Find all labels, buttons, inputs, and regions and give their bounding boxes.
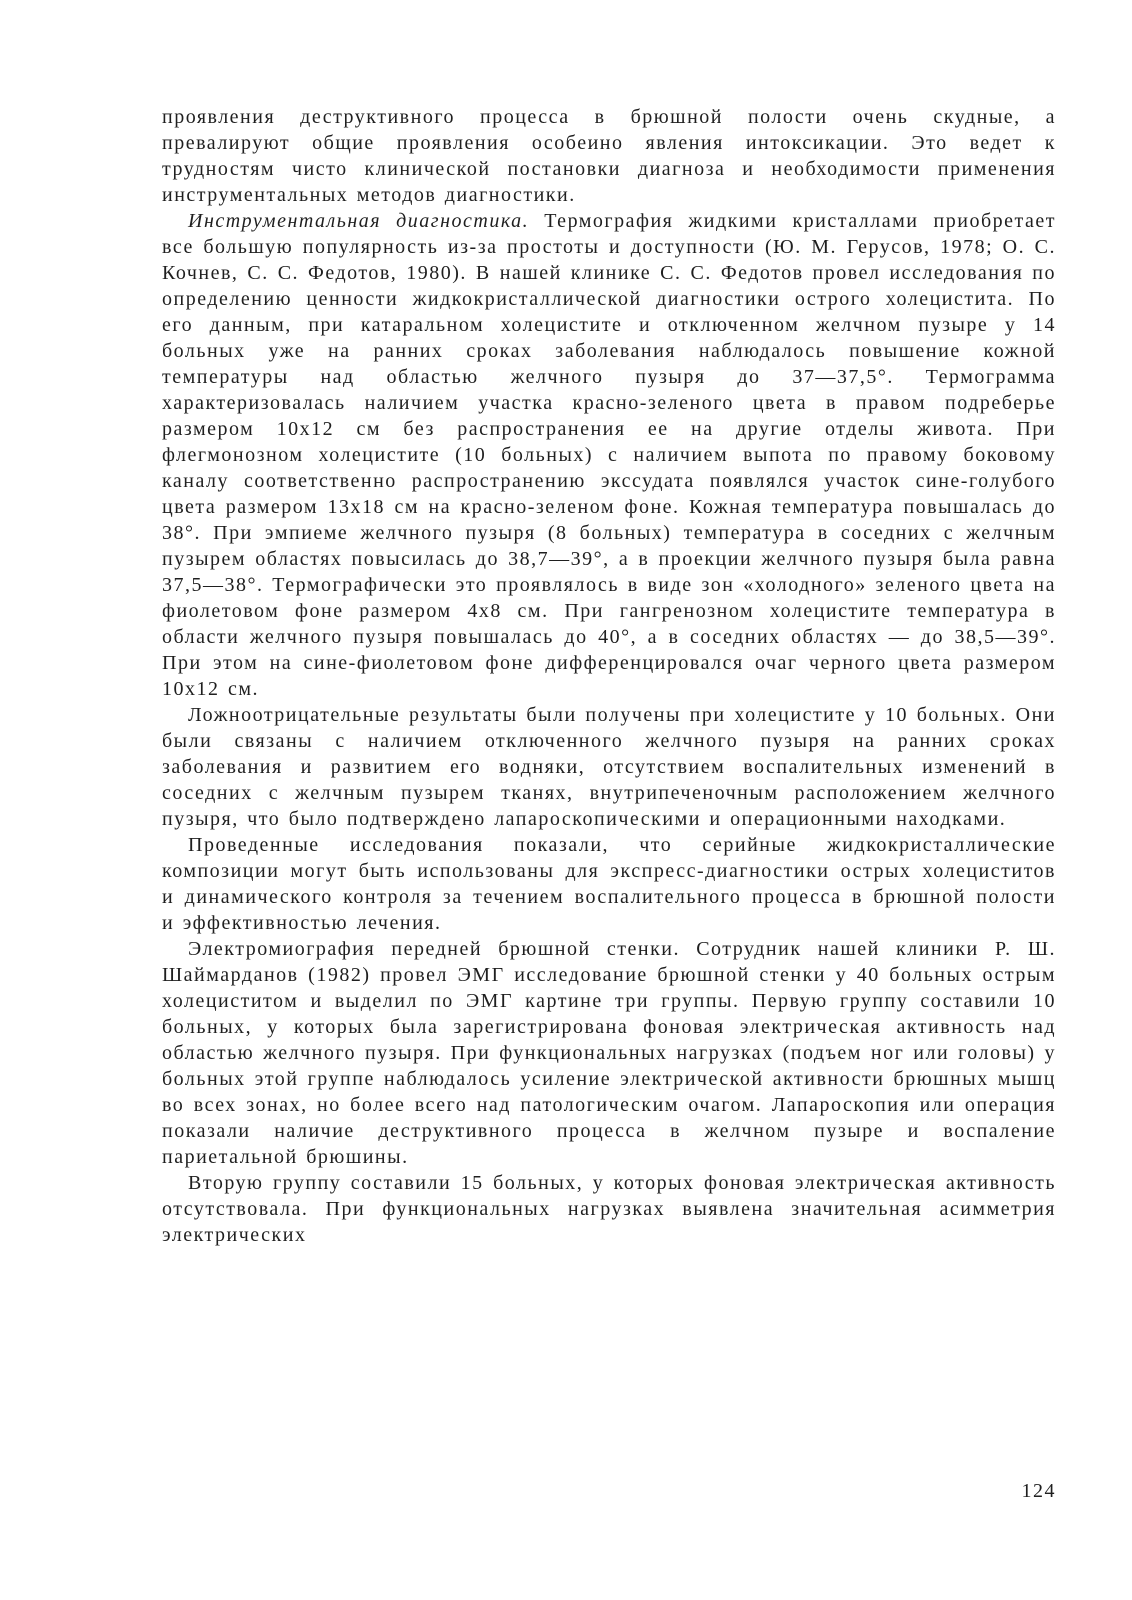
paragraph-2-text: Термография жидкими кристаллами приобретает все большую популярность из-за простоты и доступности (Ю. М. Герусов, 1978; О. С. Кочнев, С. С. Федотов, 1980). В нашей клинике С. С. Федотов провел исследования по определению ценности жидкокристаллической диагностики острого холецистита. По его данным, при катаральном холецистите и отключенном желчном пузыре у 14 больных уже на ранних сроках заболевания наблюдалось повышение кожной температуры над областью желчного пузыря до 37—37,5°. Термограмма характеризовалась наличием участка красно-зеленого цвета в правом подреберье размером 10х12 см без распространения ее на другие отделы живота. При флегмонозном холецистите (10 больных) с наличием выпота по правому боковому каналу соответственно распространению экссудата появлялся участок сине-голубого цвета размером 13х18 см на красно-зеленом фоне. Кожная температура повышалась до 38°. При эмпиеме желчного пузыря (8 больных) температура в соседних с желчным пузырем областях повысилась до 38,7—39°, а в проекции желчного пузыря была равна 37,5—38°. Термографически это проявлялось в виде зон «холодного» зеленого цвета на фиолетовом фоне размером 4х8 см. При гангренозном холецистите температура в области желчного пузыря повышалась до 40°, а в соседних областях — до 38,5—39°. При этом на сине-фиолетовом фоне дифференцировался очаг черного цвета размером 10х12 см. bbox=[162, 210, 1056, 700]
paragraph-1-text: проявления деструктивного процесса в брюшной полости очень скудные, а превалируют общие проявления особеино явления интоксикации. Это ведет к трудностям чисто клинической постановки диагноза и необходимости применения инструментальных методов диагностики. bbox=[162, 106, 1056, 206]
body-text bbox=[162, 104, 1056, 1248]
paragraph-4 bbox=[162, 832, 1056, 936]
page-number: 124 bbox=[1021, 1480, 1056, 1502]
paragraph-6 bbox=[162, 1170, 1056, 1248]
paragraph-6-text: Вторую группу составили 15 больных, у которых фоновая электрическая активность отсутствовала. При функциональных нагрузках выявлена значительная асимметрия электрических bbox=[162, 1172, 1056, 1246]
paragraph-5-text: Электромиография передней брюшной стенки. Сотрудник нашей клиники Р. Ш. Шаймарданов (1982) провел ЭМГ исследование брюшной стенки у 40 больных острым холециститом и выделил по ЭМГ картине три группы. Первую группу составили 10 больных, у которых была зарегистрирована фоновая электрическая активность над областью желчного пузыря. При функциональных нагрузках (подъем ног или головы) у больных этой группе наблюдалось усиление электрической активности брюшных мышц во всех зонах, но более всего над патологическим очагом. Лапароскопия или операция показали наличие деструктивного процесса в желчном пузыре и воспаление париетальной брюшины. bbox=[162, 938, 1056, 1168]
paragraph-5 bbox=[162, 936, 1056, 1170]
section-heading-instrumental-diagnostics: Инструментальная диагностика. bbox=[188, 210, 530, 232]
paragraph-3 bbox=[162, 702, 1056, 832]
paragraph-4-text: Проведенные исследования показали, что серийные жидкокристаллические композиции могут быть использованы для экспресс-диагностики острых холециститов и динамического контроля за течением воспалительного процесса в брюшной полости и эффективностью лечения. bbox=[162, 834, 1056, 934]
paragraph-3-text: Ложноотрицательные результаты были получены при холецистите у 10 больных. Они были связаны с наличием отключенного желчного пузыря на ранних сроках заболевания и развитием его водняки, отсутствием воспалительных изменений в соседних с желчным пузырем тканях, внутрипеченочным расположением желчного пузыря, что было подтверждено лапароскопическими и операционными находками. bbox=[162, 704, 1056, 830]
paragraph-2 bbox=[162, 208, 1056, 702]
paragraph-1 bbox=[162, 104, 1056, 208]
